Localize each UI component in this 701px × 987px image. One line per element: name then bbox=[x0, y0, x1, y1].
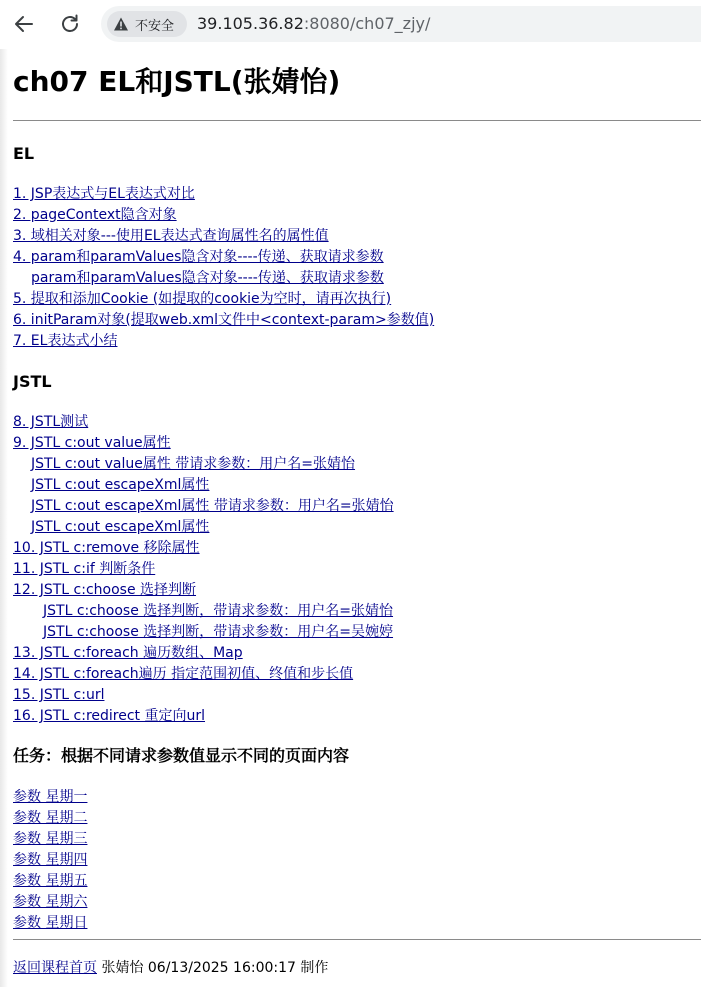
list-item bbox=[13, 580, 394, 601]
task-link-saturday[interactable]: 参数 星期六 bbox=[13, 894, 88, 910]
back-button[interactable] bbox=[9, 9, 39, 39]
list-item bbox=[13, 310, 434, 331]
el-link-2[interactable]: 2. pageContext隐含对象 bbox=[13, 207, 177, 223]
reload-icon bbox=[59, 13, 81, 35]
task-link-monday[interactable]: 参数 星期一 bbox=[13, 789, 88, 805]
content-edge bbox=[0, 49, 8, 987]
url-path: :8080/ch07_zjy/ bbox=[303, 14, 431, 33]
task-link-friday[interactable]: 参数 星期五 bbox=[13, 873, 88, 889]
url-host: 39.105.36.82 bbox=[197, 14, 304, 33]
list-item bbox=[13, 517, 394, 538]
jstl-link-9a[interactable]: JSTL c:out value属性 带请求参数：用户名=张婧怡 bbox=[31, 456, 356, 472]
jstl-link-9[interactable]: 9. JSTL c:out value属性 bbox=[13, 435, 171, 451]
browser-toolbar bbox=[0, 0, 701, 49]
jstl-link-9d[interactable]: JSTL c:out escapeXml属性 bbox=[31, 519, 210, 535]
jstl-link-13[interactable]: 13. JSTL c:foreach 遍历数组、Map bbox=[13, 645, 243, 661]
jstl-link-8[interactable]: 8. JSTL测试 bbox=[13, 414, 89, 430]
bottom-divider bbox=[13, 939, 701, 940]
el-link-1[interactable]: 1. JSP表达式与EL表达式对比 bbox=[13, 186, 195, 202]
jstl-link-9b[interactable]: JSTL c:out escapeXml属性 bbox=[31, 477, 210, 493]
footer-credit: 张婧怡 06/13/2025 16:00:17 制作 bbox=[97, 960, 329, 976]
list-item bbox=[13, 706, 394, 727]
back-arrow-icon bbox=[13, 13, 35, 35]
list-item bbox=[13, 559, 394, 580]
el-link-3[interactable]: 3. 域相关对象---使用EL表达式查询属性名的属性值 bbox=[13, 228, 329, 244]
list-item bbox=[13, 454, 394, 475]
list-item bbox=[13, 496, 394, 517]
list-item bbox=[13, 892, 87, 913]
list-item bbox=[13, 268, 434, 289]
list-item bbox=[13, 184, 434, 205]
list-item bbox=[13, 643, 394, 664]
address-bar[interactable] bbox=[101, 6, 701, 42]
el-link-6[interactable]: 6. initParam对象(提取web.xml文件中<context-param>参数值) bbox=[13, 312, 435, 328]
list-item bbox=[13, 871, 87, 892]
list-item bbox=[13, 205, 434, 226]
list-item bbox=[13, 913, 87, 934]
el-link-4b[interactable]: param和paramValues隐含对象----传递、获取请求参数 bbox=[31, 270, 384, 286]
jstl-link-16[interactable]: 16. JSTL c:redirect 重定向url bbox=[13, 708, 206, 724]
jstl-link-11[interactable]: 11. JSTL c:if 判断条件 bbox=[13, 561, 156, 577]
url-text[interactable] bbox=[197, 14, 430, 34]
list-item bbox=[13, 601, 394, 622]
list-item bbox=[13, 412, 394, 433]
jstl-link-15[interactable]: 15. JSTL c:url bbox=[13, 687, 105, 703]
jstl-link-12[interactable]: 12. JSTL c:choose 选择判断 bbox=[13, 582, 197, 598]
list-item bbox=[13, 538, 394, 559]
jstl-link-12a[interactable]: JSTL c:choose 选择判断，带请求参数：用户名=张婧怡 bbox=[43, 603, 394, 619]
el-link-list bbox=[13, 184, 434, 352]
list-item bbox=[13, 622, 394, 643]
jstl-link-10[interactable]: 10. JSTL c:remove 移除属性 bbox=[13, 540, 200, 556]
top-divider bbox=[13, 120, 701, 121]
list-item bbox=[13, 829, 87, 850]
task-link-tuesday[interactable]: 参数 星期二 bbox=[13, 810, 88, 826]
security-label: 不安全 bbox=[135, 18, 175, 34]
list-item bbox=[13, 247, 434, 268]
page-title: ch07 EL和JSTL(张婧怡) bbox=[13, 65, 341, 98]
list-item bbox=[13, 850, 87, 871]
security-chip[interactable] bbox=[107, 11, 187, 37]
list-item bbox=[13, 787, 87, 808]
list-item bbox=[13, 289, 434, 310]
jstl-heading: JSTL bbox=[13, 372, 52, 391]
el-heading: EL bbox=[13, 144, 35, 163]
list-item bbox=[13, 475, 394, 496]
task-link-list bbox=[13, 787, 87, 934]
jstl-link-list bbox=[13, 412, 394, 727]
task-link-sunday[interactable]: 参数 星期日 bbox=[13, 915, 88, 931]
list-item bbox=[13, 226, 434, 247]
task-link-wednesday[interactable]: 参数 星期三 bbox=[13, 831, 88, 847]
list-item bbox=[13, 331, 434, 352]
jstl-link-12b[interactable]: JSTL c:choose 选择判断，带请求参数：用户名=吴婉婷 bbox=[43, 624, 394, 640]
el-link-4[interactable]: 4. param和paramValues隐含对象----传递、获取请求参数 bbox=[13, 249, 384, 265]
course-home-link[interactable]: 返回课程首页 bbox=[13, 960, 97, 976]
jstl-link-14[interactable]: 14. JSTL c:foreach遍历 指定范围初值、终值和步长值 bbox=[13, 666, 354, 682]
task-heading: 任务：根据不同请求参数值显示不同的页面内容 bbox=[13, 746, 350, 765]
jstl-link-9c[interactable]: JSTL c:out escapeXml属性 带请求参数：用户名=张婧怡 bbox=[31, 498, 394, 514]
reload-button[interactable] bbox=[55, 9, 85, 39]
el-link-7[interactable]: 7. EL表达式小结 bbox=[13, 333, 118, 349]
list-item bbox=[13, 808, 87, 829]
el-link-5[interactable]: 5. 提取和添加Cookie (如提取的cookie为空时，请再次执行) bbox=[13, 291, 392, 307]
list-item bbox=[13, 664, 394, 685]
task-link-thursday[interactable]: 参数 星期四 bbox=[13, 852, 88, 868]
footer bbox=[13, 957, 328, 979]
list-item bbox=[13, 433, 394, 454]
list-item bbox=[13, 685, 394, 706]
warning-icon bbox=[113, 16, 129, 32]
